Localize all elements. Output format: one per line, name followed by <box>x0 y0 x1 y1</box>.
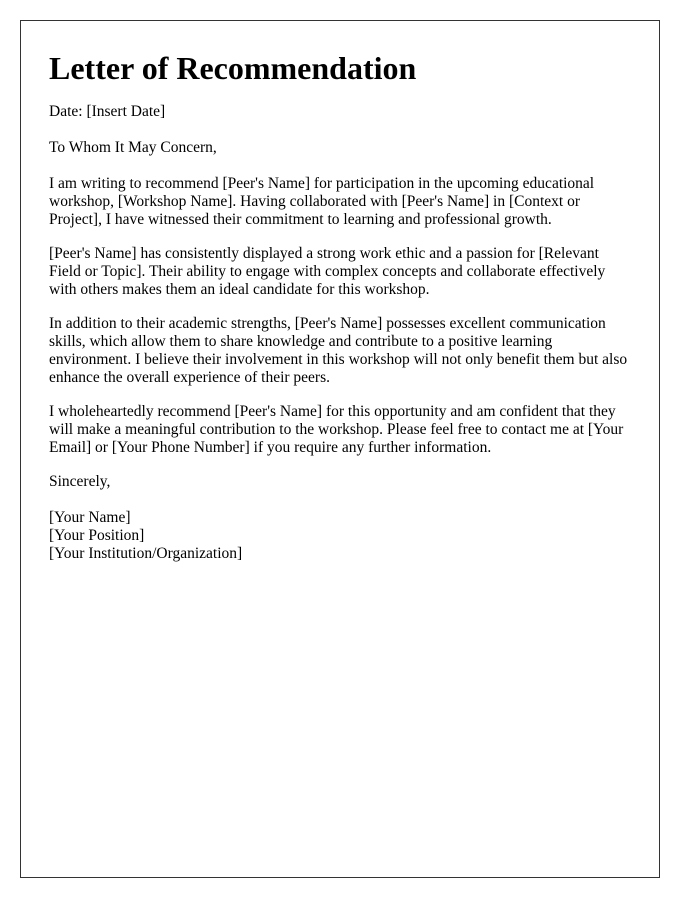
letter-page <box>20 20 660 878</box>
signature-name: [Your Name] <box>49 509 131 526</box>
date-line: Date: [Insert Date] <box>49 103 166 120</box>
salutation: To Whom It May Concern, <box>49 139 217 156</box>
body-paragraph-2: [Peer's Name] has consistently displayed a strong work ethic and a passion for [Relevant Field or Topic]. Their ability to engage with complex concepts and collaborate effectively with others makes them an ideal candidate for this workshop. <box>49 245 606 298</box>
closing: Sincerely, <box>49 473 111 490</box>
signature-block <box>49 509 631 563</box>
body-paragraph-1: I am writing to recommend [Peer's Name] for participation in the upcoming educational workshop, [Workshop Name]. Having collaborated with [Peer's Name] in [Context or Project], I have witnessed their commitment to learning and professional growth. <box>49 175 595 228</box>
letter-title: Letter of Recommendation <box>49 50 417 86</box>
body-paragraph-4: I wholeheartedly recommend [Peer's Name] for this opportunity and am confident that they will make a meaningful contribution to the workshop. Please feel free to contact me at [Your Email] or [Your Phone Number] if you require any further information. <box>49 403 624 456</box>
body-paragraph-3: In addition to their academic strengths, [Peer's Name] possesses excellent communication skills, which allow them to share knowledge and contribute to a positive learning environment. I believe their involvement in this workshop will not only benefit them but also enhance the overall experience of their peers. <box>49 315 628 386</box>
signature-position: [Your Position] <box>49 527 145 544</box>
signature-institution: [Your Institution/Organization] <box>49 545 243 562</box>
